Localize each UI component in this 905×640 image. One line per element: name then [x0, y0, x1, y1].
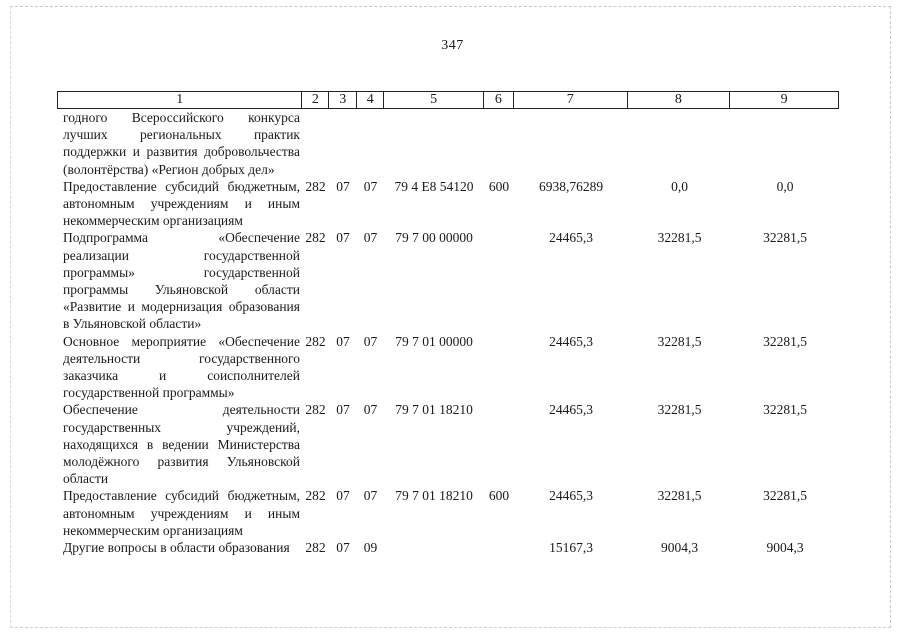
cell-col-4: 07 — [363, 178, 378, 194]
cell-col-4: 07 — [363, 333, 378, 349]
row-name: Обеспечение деятельности государственных учреждений, находящихся в ведении Министерства молодёжного развития Ульяновской области — [63, 402, 300, 487]
cell-col-7 — [514, 109, 628, 178]
table-row — [57, 178, 839, 230]
table-body — [57, 109, 839, 556]
header-col-3: 3 — [329, 92, 357, 108]
cell-col-4: 07 — [363, 230, 378, 246]
cell-col-6 — [484, 333, 514, 402]
table-row — [57, 487, 839, 539]
cell-col-3 — [329, 109, 357, 178]
cell-col-3: 07 — [336, 333, 350, 349]
header-col-2: 2 — [302, 92, 329, 108]
cell-col-4: 07 — [363, 402, 378, 418]
cell-col-3: 07 — [336, 178, 350, 194]
cell-col-9: 32281,5 — [763, 402, 807, 418]
cell-col-6 — [484, 229, 514, 332]
cell-col-5: 79 7 01 18210 — [395, 402, 473, 418]
cell-col-7: 24465,3 — [549, 488, 593, 504]
cell-col-7: 24465,3 — [549, 230, 593, 246]
row-name: Предоставление субсидий бюджетным, автономным учреждениям и иным некоммерческим организациям — [63, 178, 300, 229]
cell-col-7: 24465,3 — [549, 333, 593, 349]
header-col-7: 7 — [514, 92, 628, 108]
cell-col-3: 07 — [336, 402, 350, 418]
table-row — [57, 539, 839, 556]
cell-col-5 — [384, 539, 484, 556]
header-col-5: 5 — [384, 92, 484, 108]
table-row — [57, 401, 839, 487]
cell-col-8: 32281,5 — [657, 488, 702, 504]
cell-col-5: 79 7 01 00000 — [395, 333, 473, 349]
page-number: 347 — [441, 38, 464, 53]
cell-col-9: 9004,3 — [766, 540, 804, 556]
cell-col-2: 282 — [305, 333, 326, 349]
cell-col-8 — [628, 109, 731, 178]
header-col-4: 4 — [357, 92, 384, 108]
cell-col-5: 79 4 Е8 54120 — [394, 178, 474, 194]
header-col-8: 8 — [628, 92, 731, 108]
cell-col-8: 32281,5 — [657, 333, 702, 349]
cell-col-2: 282 — [305, 230, 326, 246]
cell-col-2 — [302, 109, 329, 178]
cell-col-3: 07 — [336, 540, 350, 556]
cell-col-6: 600 — [488, 488, 510, 504]
cell-col-4: 07 — [363, 488, 378, 504]
cell-col-5 — [384, 109, 484, 178]
cell-col-6 — [484, 539, 514, 556]
cell-col-7: 6938,76289 — [538, 178, 604, 194]
header-col-6: 6 — [484, 92, 514, 108]
cell-col-5: 79 7 01 18210 — [395, 488, 473, 504]
cell-col-7: 24465,3 — [549, 402, 593, 418]
row-name: Основное мероприятие «Обеспечение деятельности государственного заказчика и соисполнителей государственной программы» — [63, 333, 300, 401]
row-name: годного Всероссийского конкурса лучших региональных практик поддержки и развития добровольчества (волонтёрства) «Регион добрых дел» — [63, 110, 300, 177]
cell-col-7: 15167,3 — [549, 540, 593, 556]
header-col-9: 9 — [780, 92, 788, 107]
cell-col-9: 32281,5 — [763, 488, 807, 504]
cell-col-8: 9004,3 — [660, 540, 699, 556]
table-row — [57, 333, 839, 402]
cell-col-9 — [731, 109, 839, 178]
cell-col-4: 09 — [363, 540, 378, 556]
cell-col-9: 0,0 — [776, 178, 794, 194]
cell-col-3: 07 — [336, 488, 350, 504]
table-header — [57, 91, 839, 109]
cell-col-2: 282 — [305, 402, 326, 418]
cell-col-8: 32281,5 — [657, 402, 702, 418]
row-name: Другие вопросы в области образования — [63, 540, 290, 556]
row-name: Подпрограмма «Обеспечение реализации государственной программы» государственной программы Ульяновской области «Развитие и модернизация образования в Ульяновской области» — [63, 230, 300, 332]
cell-col-8: 32281,5 — [657, 230, 702, 246]
cell-col-9: 32281,5 — [763, 230, 807, 246]
cell-col-9: 32281,5 — [763, 333, 807, 349]
cell-col-4 — [357, 109, 384, 178]
cell-col-2: 282 — [305, 178, 326, 194]
cell-col-6 — [484, 109, 514, 178]
cell-col-6: 600 — [488, 178, 510, 194]
table-row — [57, 229, 839, 332]
cell-col-3: 07 — [336, 230, 350, 246]
cell-col-2: 282 — [305, 488, 326, 504]
row-name: Предоставление субсидий бюджетным, автономным учреждениям и иным некоммерческим организациям — [63, 488, 300, 538]
cell-col-5: 79 7 00 00000 — [395, 230, 473, 246]
table-row — [57, 109, 839, 178]
header-col-1: 1 — [58, 92, 302, 108]
cell-col-8: 0,0 — [671, 178, 688, 194]
cell-col-6 — [484, 401, 514, 487]
cell-col-2: 282 — [305, 540, 326, 556]
